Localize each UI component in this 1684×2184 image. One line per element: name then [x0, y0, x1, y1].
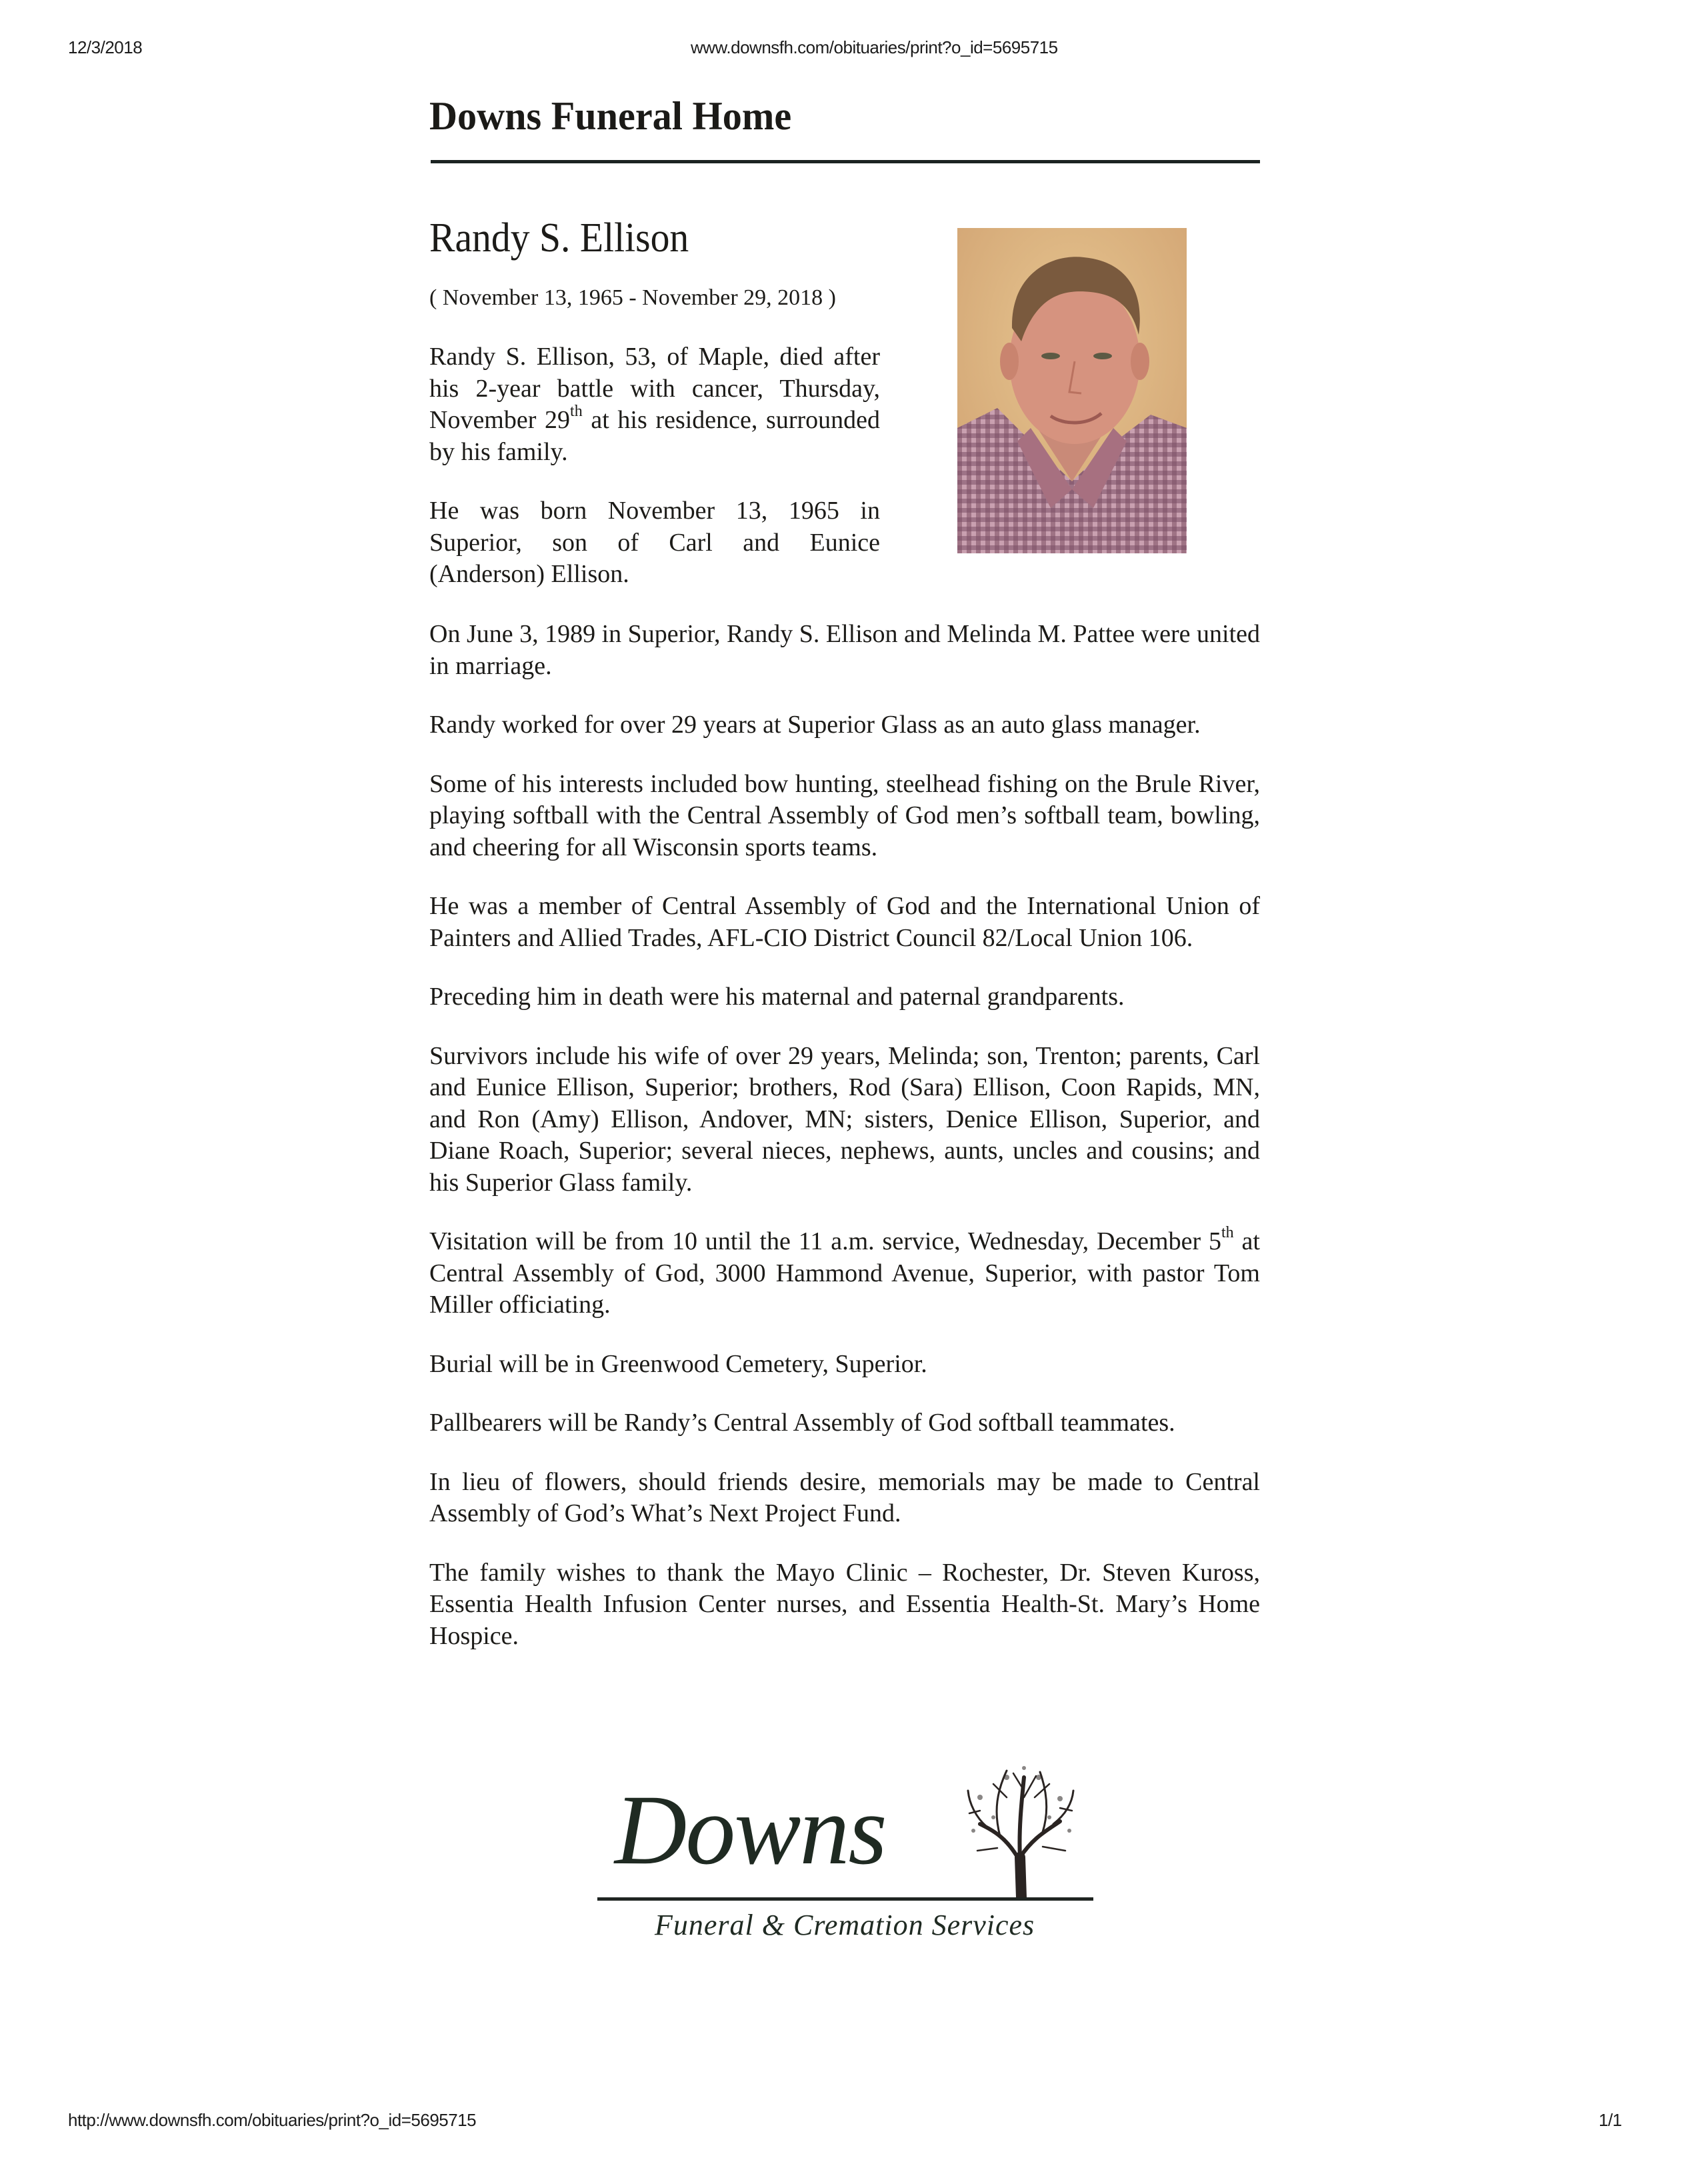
obituary-paragraph-marriage: On June 3, 1989 in Superior, Randy S. Ellison and Melinda M. Pattee were united in marriage.: [429, 620, 1260, 680]
obituary-body: [429, 619, 1260, 1679]
obituary-dates: ( November 13, 1965 - November 29, 2018 ): [429, 285, 836, 310]
header-divider: [431, 160, 1260, 163]
obituary-body-intro: [429, 341, 880, 618]
obituary-paragraph-pallbearers: Pallbearers will be Randy’s Central Assembly of God softball teammates.: [429, 1409, 1175, 1437]
obituary-paragraph-interests: Some of his interests included bow hunting, steelhead fishing on the Brule River, playing softball with the Central Assembly of God men’s softball team, bowling, and cheering for all Wisconsin sports teams.: [429, 769, 1260, 861]
obituary-paragraph-thanks: The family wishes to thank the Mayo Clinic – Rochester, Dr. Steven Kuross, Essentia Health Infusion Center nurses, and Essentia Health-St. Mary’s Home Hospice.: [429, 1558, 1260, 1650]
obituary-name: Randy S. Ellison: [429, 215, 689, 261]
tree-icon: [960, 1757, 1080, 1899]
site-title: Downs Funeral Home: [429, 94, 792, 138]
portrait-image: [957, 228, 1187, 553]
obituary-photo: [957, 228, 1187, 553]
print-page-count: 1/1: [1599, 2110, 1622, 2130]
print-date: 12/3/2018: [68, 37, 143, 57]
obituary-paragraph-memberships: He was a member of Central Assembly of God and the International Union of Painters and Allied Trades, AFL-CIO District Council 82/Local Union 106.: [429, 892, 1260, 952]
logo-tagline: Funeral & Cremation Services: [655, 1909, 1035, 1941]
obituary-paragraph-birth: He was born November 13, 1965 in Superior, son of Carl and Eunice (Anderson) Ellison.: [429, 497, 880, 588]
obituary-paragraph-visitation: Visitation will be from 10 until the 11 a.m. service, Wednesday, December 5th at Central Assembly of God, 3000 Hammond Avenue, Superior, with pastor Tom Miller officiating.: [429, 1224, 1260, 1319]
logo-divider: [597, 1897, 1093, 1901]
obituary-paragraph-memorials: In lieu of flowers, should friends desire, memorials may be made to Central Assembly of God’s What’s Next Project Fund.: [429, 1467, 1260, 1527]
obituary-paragraph-career: Randy worked for over 29 years at Superior Glass as an auto glass manager.: [429, 711, 1201, 739]
obituary-paragraph-burial: Burial will be in Greenwood Cemetery, Superior.: [429, 1349, 927, 1378]
print-url-header: www.downsfh.com/obituaries/print?o_id=5695715: [691, 37, 1058, 57]
obituary-paragraph-preceded: Preceding him in death were his maternal and paternal grandparents.: [429, 983, 1125, 1011]
logo-wordmark: Downs: [615, 1775, 886, 1885]
print-url-footer: http://www.downsfh.com/obituaries/print?o_id=5695715: [68, 2110, 477, 2130]
obituary-paragraph-survivors: Survivors include his wife of over 29 years, Melinda; son, Trenton; parents, Carl and Eunice Ellison, Superior; brothers, Rod (Sara) Ellison, Coon Rapids, MN, and Ron (Amy) Ellison, Andover, MN; sisters, Denice Ellison, Superior, and Diane Roach, Superior; several nieces, nephews, aunts, uncles and cousins; and his Superior Glass family.: [429, 1041, 1260, 1197]
downs-logo: [597, 1753, 1104, 1953]
obituary-paragraph-death: Randy S. Ellison, 53, of Maple, died after his 2-year battle with cancer, Thursday, November 29th at his residence, surrounded by his family.: [429, 343, 881, 466]
